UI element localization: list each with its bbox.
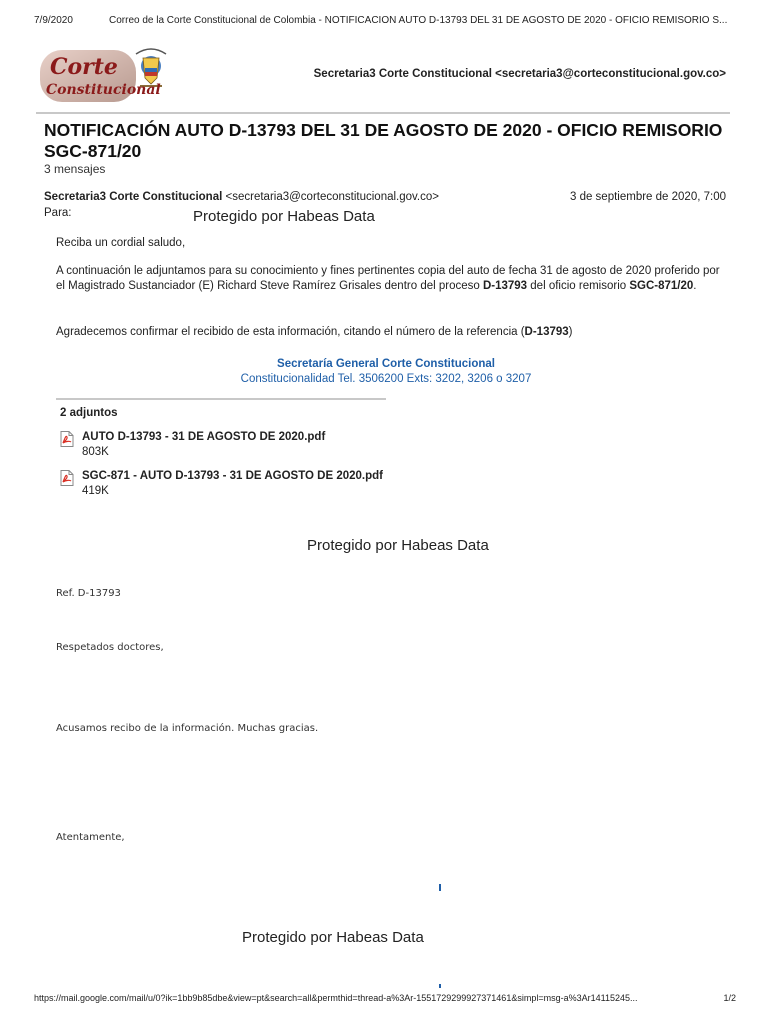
to-label: Para: xyxy=(44,207,72,219)
p1-office-ref: SGC-871/20 xyxy=(629,280,694,292)
signature-image-fragment xyxy=(439,984,441,988)
message-from xyxy=(44,191,439,203)
p1-case-number: D-13793 xyxy=(482,280,528,292)
sender-email[interactable]: <secretaria3@corteconstitucional.gov.co> xyxy=(225,191,439,203)
pdf-file-icon xyxy=(60,470,74,486)
message-count: 3 mensajes xyxy=(44,162,106,176)
reply-reference: Ref. D-13793 xyxy=(56,588,121,599)
attachments-heading: 2 adjuntos xyxy=(60,407,118,419)
logo-text-constitucional: Constitucional xyxy=(46,82,161,98)
attachment-name[interactable]: AUTO D-13793 - 31 DE AGOSTO DE 2020.pdf xyxy=(82,431,326,443)
signature-contact: Constitucionalidad Tel. 3506200 Exts: 3202, 3206 o 3207 xyxy=(240,373,532,385)
attachment-size: 419K xyxy=(82,485,109,497)
reply-salutation: Respetados doctores, xyxy=(56,642,164,653)
p1-text-a: A continuación le adjuntamos para su conocimiento y fines pertinentes copia del auto de fecha 31 de agosto de 2020 proferido por el Magistrado Sustanciador (E) Richard Steve Ramírez Grisales dentro del proceso xyxy=(56,265,720,292)
p1-text-b: del oficio remisorio xyxy=(527,280,630,292)
redaction-recipient: Protegido por Habeas Data xyxy=(193,208,375,225)
header-divider xyxy=(36,112,730,114)
pdf-file-icon xyxy=(60,431,74,447)
print-footer-url: https://mail.google.com/mail/u/0?ik=1bb9b85dbe&view=pt&search=all&permthid=thread-a%3Ar-1551729299927371461&simpl=msg-a%3Ar14115245... xyxy=(34,993,638,1003)
print-date: 7/9/2020 xyxy=(34,15,73,26)
message-date: 3 de septiembre de 2020, 7:00 xyxy=(569,191,726,203)
redaction-reply-sender: Protegido por Habeas Data xyxy=(307,537,489,554)
body-paragraph-2 xyxy=(56,325,573,340)
thread-subject: NOTIFICACIÓN AUTO D-13793 DEL 31 DE AGOSTO DE 2020 - OFICIO REMISORIO SGC-871/20 xyxy=(44,120,723,161)
logo-text-corte: Corte xyxy=(50,54,118,80)
reply-body: Acusamos recibo de la información. Muchas gracias. xyxy=(56,723,319,734)
p2-text-a: Agradecemos confirmar el recibido de esta información, citando el número de la referencia ( xyxy=(56,326,525,338)
p1-text-c: . xyxy=(693,280,697,292)
print-page-number: 1/2 xyxy=(723,993,736,1003)
sender-name: Secretaria3 Corte Constitucional xyxy=(44,191,223,203)
signature-image-fragment xyxy=(439,884,441,891)
print-title: Correo de la Corte Constitucional de Colombia - NOTIFICACION AUTO D-13793 DEL 31 DE AGOSTO DE 2020 - OFICIO REMISORIO S... xyxy=(109,15,728,26)
p2-text-b: ) xyxy=(568,326,573,338)
redaction-reply-signature: Protegido por Habeas Data xyxy=(242,929,424,946)
signature-title: Secretaría General Corte Constitucional xyxy=(277,358,495,370)
account-identity: Secretaria3 Corte Constitucional <secretaria3@corteconstitucional.gov.co> xyxy=(313,68,726,80)
p2-ref: D-13793 xyxy=(524,326,569,338)
corte-constitucional-logo xyxy=(36,44,170,106)
greeting: Reciba un cordial saludo, xyxy=(56,237,186,249)
attachment-name[interactable]: SGC-871 - AUTO D-13793 - 31 DE AGOSTO DE 2020.pdf xyxy=(82,470,384,482)
attachment-size: 803K xyxy=(82,446,109,458)
signature xyxy=(150,357,622,387)
reply-closing: Atentamente, xyxy=(56,832,125,843)
colombian-coat-of-arms-icon xyxy=(36,44,170,106)
attachments-divider xyxy=(56,398,386,400)
body-paragraph-1 xyxy=(56,264,726,294)
